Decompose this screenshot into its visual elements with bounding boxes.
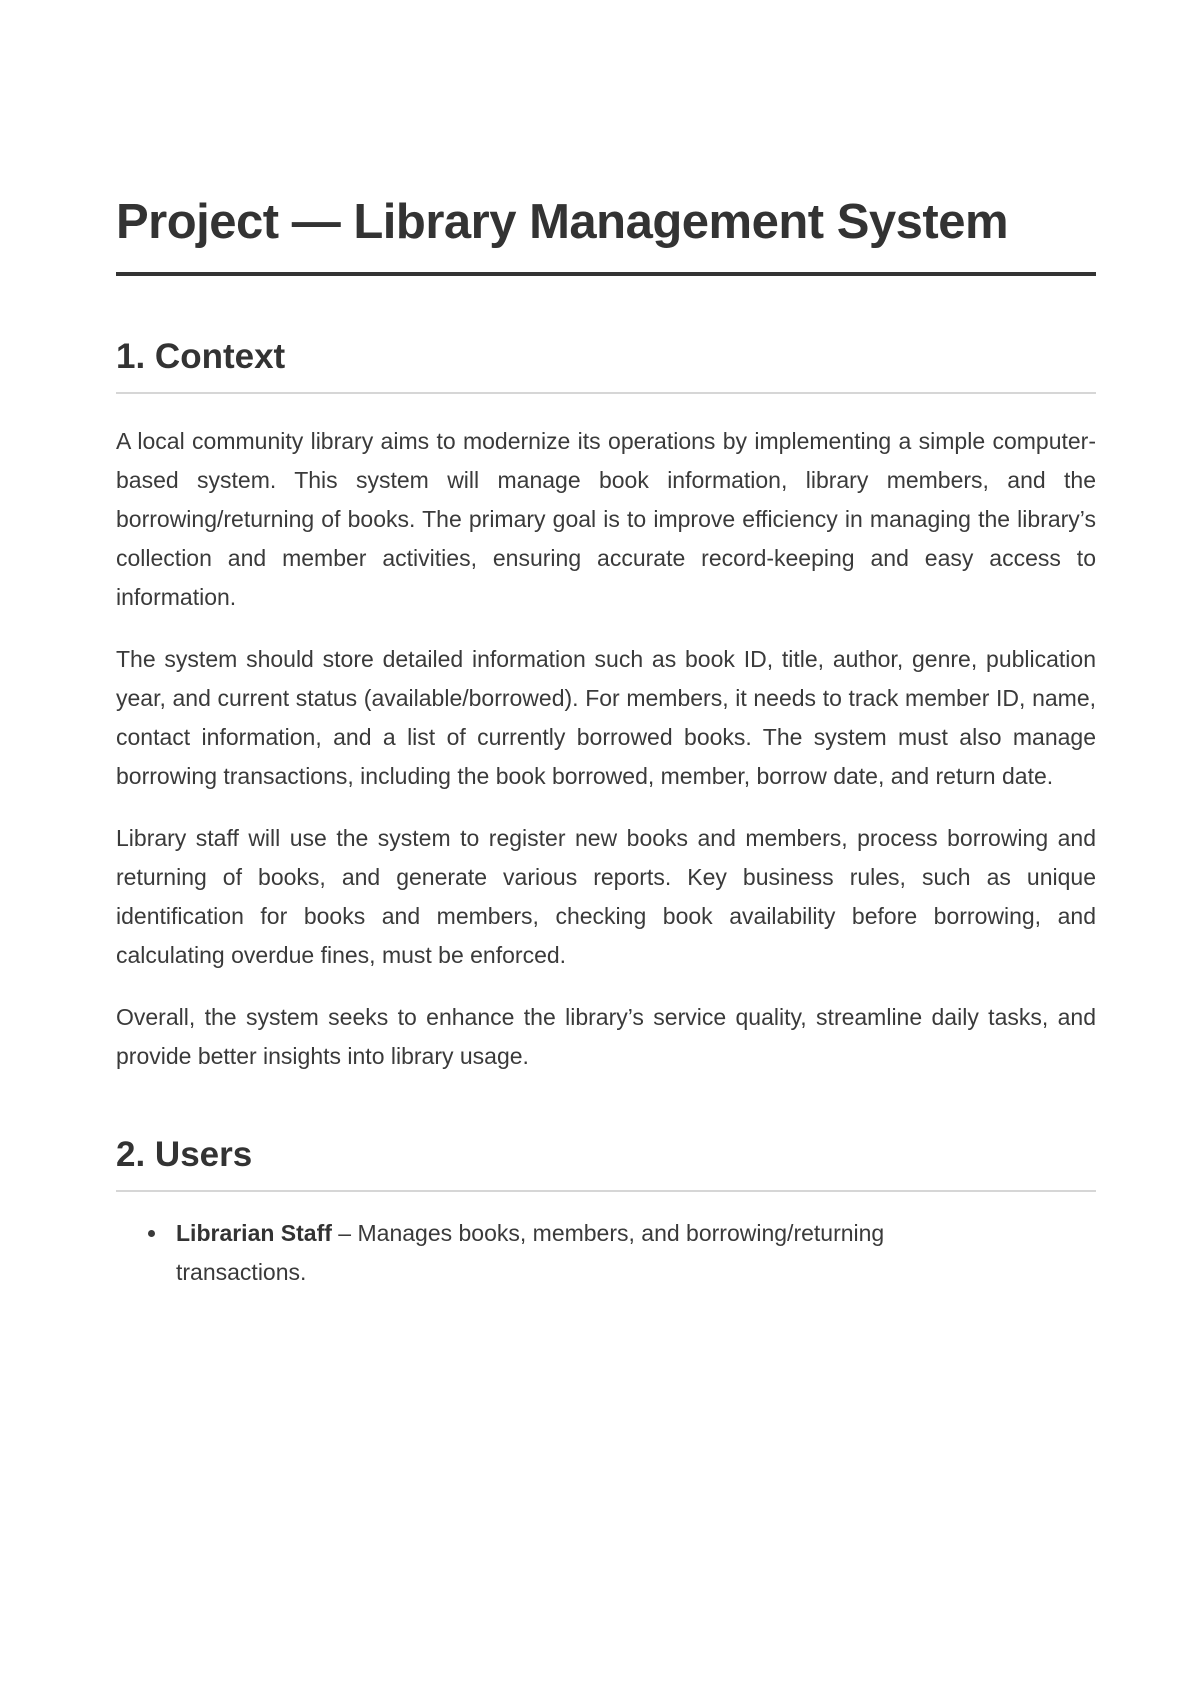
user-role-description: – Manages books, members, and borrowing/returning transactions. [176,1219,885,1285]
context-heading: 1. Context [116,336,1096,394]
document-title: Project — Library Management System [116,196,1096,276]
users-heading: 2. Users [116,1134,1096,1192]
context-paragraph-3: Library staff will use the system to register new books and members, process borrowing and returning of books, and generate various reports. Key business rules, such as unique identification for books and members, checking book availability before borrowing, and calculating overdue fines, must be enforced. [116,824,1096,968]
users-section [116,1134,1096,1292]
users-list [116,1214,1096,1292]
context-paragraph-1: A local community library aims to modernize its operations by implementing a simple computer-based system. This system will manage book information, library members, and the borrowing/returning of books. The primary goal is to improve efficiency in managing the library’s collection and member activities, ensuring accurate record-keeping and easy access to information. [116,427,1096,610]
context-paragraph-4: Overall, the system seeks to enhance the library’s service quality, streamline daily tasks, and provide better insights into library usage. [116,1003,1096,1069]
list-item [176,1214,996,1292]
bullet-icon [148,1230,155,1237]
document-page [116,196,1096,1292]
context-paragraph-2: The system should store detailed information such as book ID, title, author, genre, publication year, and current status (available/borrowed). For members, it needs to track member ID, name, contact information, and a list of currently borrowed books. The system must also manage borrowing transactions, including the book borrowed, member, borrow date, and return date. [116,645,1096,789]
user-role-name: Librarian Staff [176,1219,332,1246]
context-section [116,336,1096,1076]
